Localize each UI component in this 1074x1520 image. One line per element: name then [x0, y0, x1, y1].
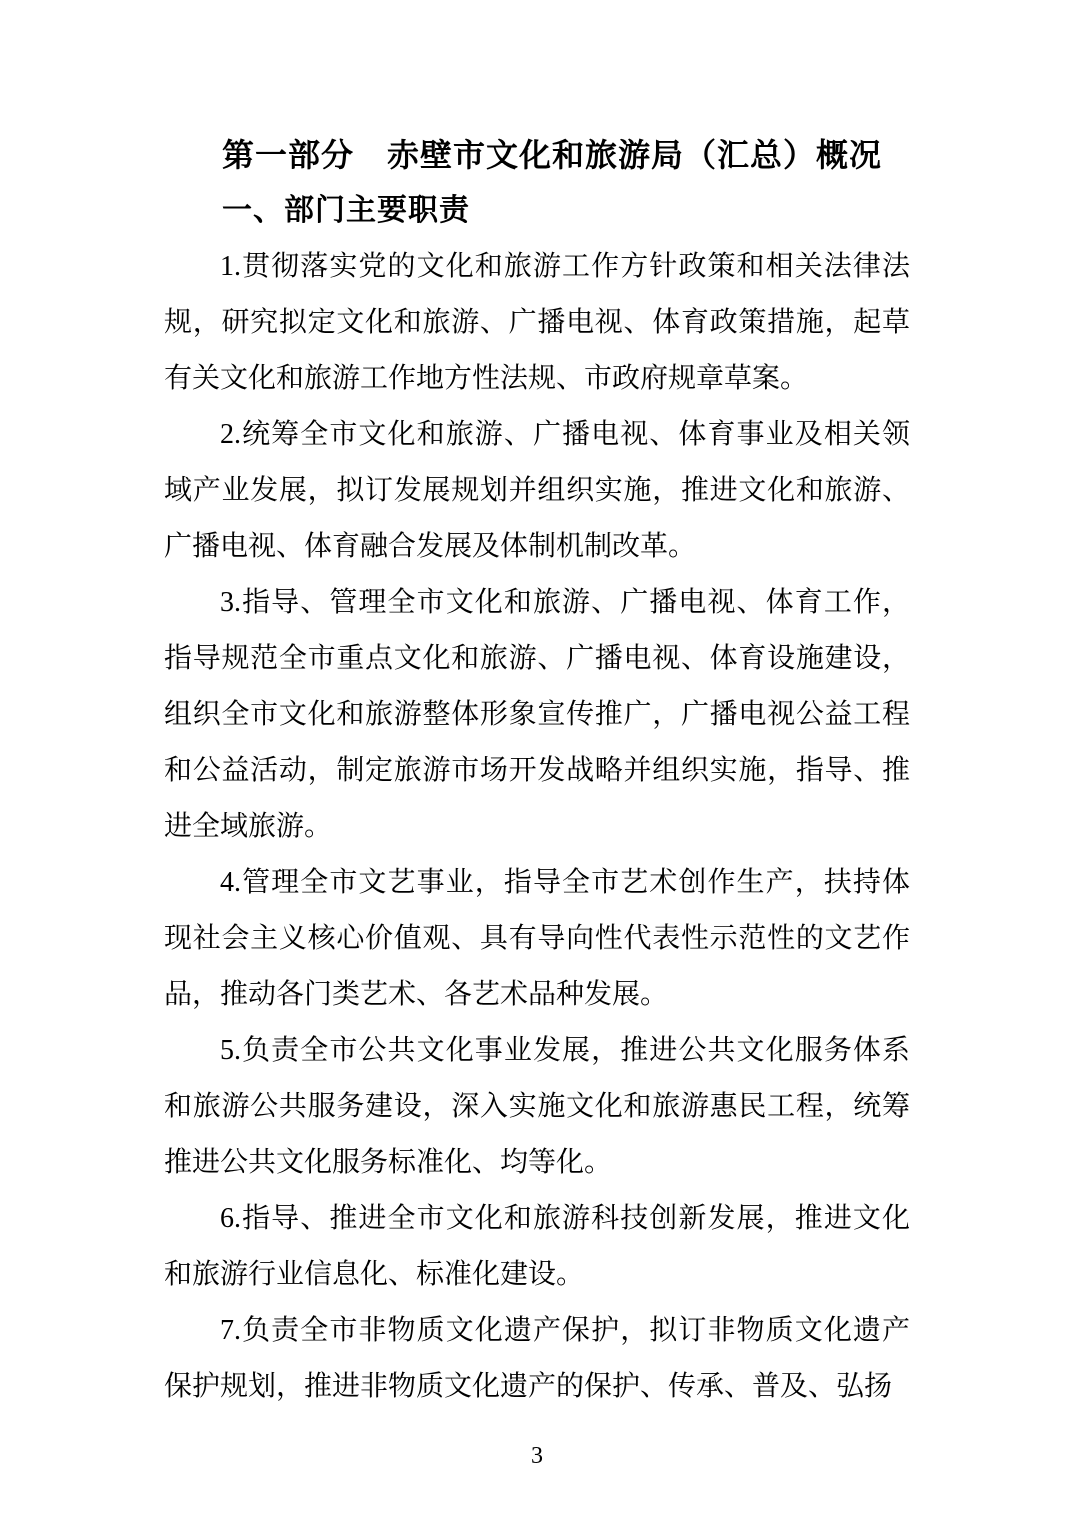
document-title: 第一部分 赤壁市文化和旅游局（汇总）概况 — [222, 137, 883, 173]
body-paragraph-4: 4.管理全市文艺事业，指导全市艺术创作生产，扶持体现社会主义核心价值观、具有导向性代表性示范性的文艺作品，推动各门类艺术、各艺术品种发展。 — [164, 867, 910, 1010]
body-paragraph-3: 3.指导、管理全市文化和旅游、广播电视、体育工作，指导规范全市重点文化和旅游、广播电视、体育设施建设，组织全市文化和旅游整体形象宣传推广，广播电视公益工程和公益活动，制定旅游市场开发战略并组织实施，指导、推进全域旅游。 — [164, 587, 910, 842]
body-paragraph-1: 1.贯彻落实党的文化和旅游工作方针政策和相关法律法规，研究拟定文化和旅游、广播电视、体育政策措施，起草有关文化和旅游工作地方性法规、市政府规章草案。 — [164, 251, 910, 394]
body-paragraph-2: 2.统筹全市文化和旅游、广播电视、体育事业及相关领域产业发展，拟订发展规划并组织实施，推进文化和旅游、广播电视、体育融合发展及体制机制改革。 — [164, 419, 910, 562]
document-content — [164, 127, 910, 1415]
body-paragraph-5: 5.负责全市公共文化事业发展，推进公共文化服务体系和旅游公共服务建设，深入实施文化和旅游惠民工程，统筹推进公共文化服务标准化、均等化。 — [164, 1035, 910, 1178]
body-paragraph-6: 6.指导、推进全市文化和旅游科技创新发展，推进文化和旅游行业信息化、标准化建设。 — [164, 1203, 910, 1290]
body-paragraph-7: 7.负责全市非物质文化遗产保护，拟订非物质文化遗产保护规划，推进非物质文化遗产的保护、传承、普及、弘扬 — [164, 1315, 910, 1402]
section-heading: 一、部门主要职责 — [222, 194, 470, 227]
page-number: 3 — [531, 1443, 543, 1469]
